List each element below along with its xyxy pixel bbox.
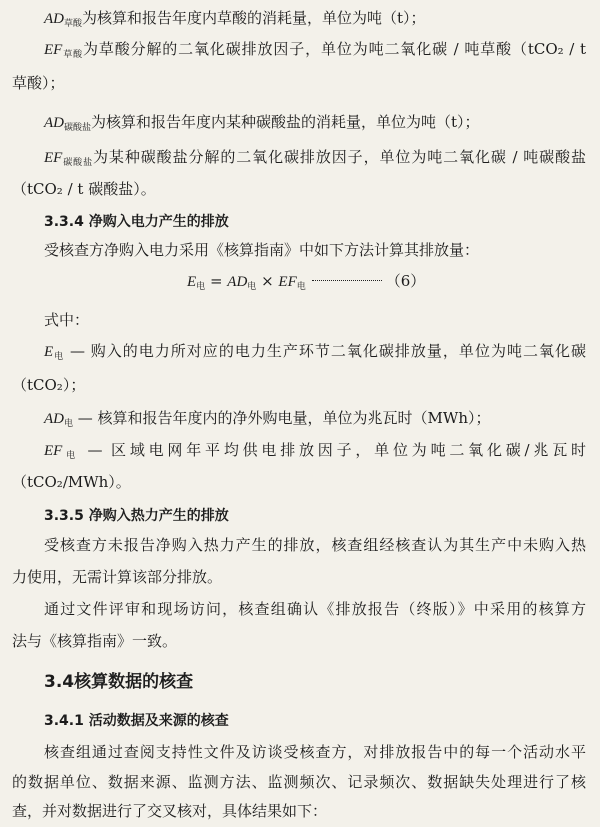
section-heading-3-4-1: 3.4.1 活动数据及来源的核查 [44,713,229,729]
def-e-electricity [44,341,586,367]
variable-subscript: 碳酸盐 [64,123,92,133]
definition-text: 为某种碳酸盐分解的二氧化碳排放因子，单位为吨二氧化碳 / 吨碳酸盐 [93,148,586,166]
formula-times: × [256,272,279,290]
formula-ad-sub: 电 [247,282,257,292]
def-ef-continuation: （tCO₂/MWh）。 [12,473,131,491]
formula-ef-var: EF [278,274,297,290]
definition-text: — 核算和报告年度内的净外购电量，单位为兆瓦时（MWh）； [73,409,491,427]
section-3-3-5-para2-line1: 通过文件评审和现场访问，核查组确认《排放报告（终版）》中采用的核算方 [44,600,586,618]
where-label: 式中： [44,311,90,329]
variable-ef: EF [44,443,63,459]
ad-oxalic-definition [44,8,586,34]
section-heading-3-4: 3.4核算数据的核查 [44,672,194,692]
section-3-4-1-para-line1: 核查组通过查阅支持性文件及访谈受核查方，对排放报告中的每一个活动水平 [44,743,586,761]
variable-e: E [44,344,54,360]
section-heading-3-3-4: 3.3.4 净购入电力产生的排放 [44,214,229,230]
variable-ad: AD [44,411,64,427]
section-3-3-5-para1-line2: 力使用，无需计算该部分排放。 [12,568,223,586]
section-3-3-5-para2-line2: 法与《核算指南》一致。 [12,632,178,650]
definition-text: 为核算和报告年度内草酸的消耗量，单位为吨（t）； [82,9,426,27]
formula-ad-var: AD [227,274,248,290]
formula-equals: = [205,272,228,290]
def-ef-electricity [44,440,586,466]
variable-subscript: 草酸 [62,50,83,60]
ef-carbonate-definition [44,147,586,173]
formula-ef-sub: 电 [296,282,306,292]
section-heading-3-3-5: 3.3.5 净购入热力产生的排放 [44,508,229,524]
variable-subscript: 草酸 [64,19,83,29]
ef-oxalic-continuation: 草酸）； [12,74,65,92]
def-e-continuation: （tCO₂）； [12,376,86,394]
section-3-4-1-para-line2: 的数据单位、数据来源、监测方法、监测频次、记录频次、数据缺失处理进行了核 [12,773,586,791]
variable-ad: AD [44,115,64,131]
definition-text: 为草酸分解的二氧化碳排放因子，单位为吨二氧化碳 / 吨草酸（tCO₂ / t [82,40,586,58]
section-3-4-1-para-line3: 查，并对数据进行了交叉核对，具体结果如下： [12,802,328,820]
variable-ad: AD [44,11,64,27]
formula-lhs-sub: 电 [196,282,206,292]
formula-number: （6） [385,272,426,290]
definition-text: 为核算和报告年度内某种碳酸盐的消耗量，单位为吨（t）； [91,113,480,131]
def-ad-electricity [44,408,586,434]
variable-ef: EF [44,42,63,58]
formula-leader-dots [312,280,382,281]
variable-subscript: 电 [53,352,65,362]
ad-carbonate-definition [44,112,586,138]
definition-text: — 购入的电力所对应的电力生产环节二氧化碳排放量，单位为吨二氧化碳 [64,342,586,360]
formula-lhs-var: E [187,274,197,290]
emission-formula [187,271,425,297]
variable-subscript: 电 [62,451,79,461]
section-3-3-5-para1-line1: 受核查方未报告净购入热力产生的排放，核查组经核查认为其生产中未购入热 [44,536,586,554]
section-3-3-4-intro: 受核查方净购入电力采用《核算指南》中如下方法计算其排放量： [44,241,480,259]
definition-text: — 区域电网年平均供电排放因子，单位为吨二氧化碳/兆瓦时 [78,441,586,459]
variable-subscript: 电 [64,419,74,429]
ef-carbonate-continuation: （tCO₂ / t 碳酸盐）。 [12,180,156,198]
ef-oxalic-definition [44,39,586,65]
variable-subscript: 碳酸盐 [62,158,93,168]
variable-ef: EF [44,150,63,166]
